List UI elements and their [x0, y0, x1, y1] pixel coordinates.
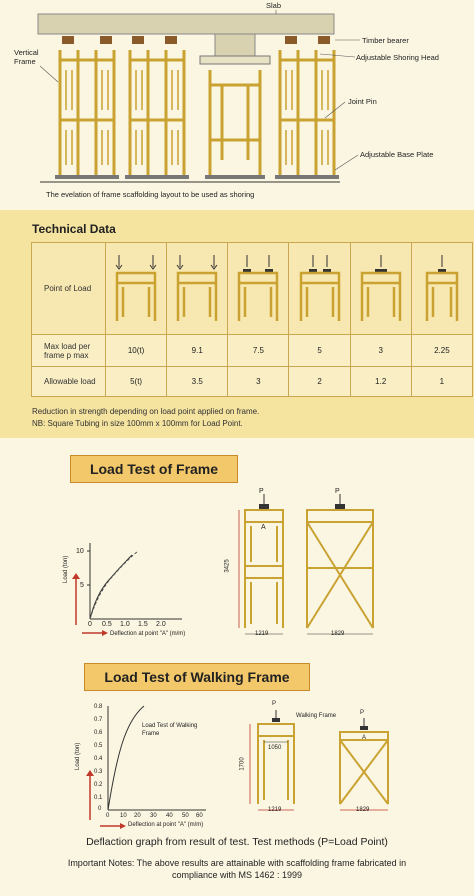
walking-frame-drawings	[239, 701, 400, 816]
max-load-header: Max load per frame p max	[32, 335, 106, 367]
reduction-note: Reduction in strength depending on load point applied on frame.	[32, 407, 260, 416]
x-tick: 30	[150, 813, 157, 819]
diagram-caption: The evelation of frame scaffolding layout to be used as shoring	[46, 190, 255, 199]
vertical-frame-label-1: Vertical	[14, 48, 39, 57]
y-axis-label: Load (ton)	[63, 555, 69, 583]
max-load-cell: 10(t)	[106, 335, 167, 367]
walking-frame-label: Walking Frame	[296, 713, 337, 719]
load-point-diagram-3	[228, 243, 289, 335]
p-label: P	[335, 488, 340, 495]
load-point-diagram-6	[411, 243, 472, 335]
x-tick: 0	[106, 813, 110, 819]
max-load-cell: 5	[289, 335, 350, 367]
vertical-frame-label-2: Frame	[14, 57, 36, 66]
width-dimension: 1829	[356, 807, 370, 813]
deflection-caption: Deflaction graph from result of test. Test methods (P=Load Point)	[86, 836, 388, 848]
x-tick: 60	[196, 813, 203, 819]
max-load-cell: 2.25	[411, 335, 472, 367]
x-tick: 40	[166, 813, 173, 819]
x-tick: 1.5	[138, 621, 148, 628]
walking-load-graph	[72, 700, 212, 830]
shoring-illustration	[0, 0, 474, 205]
technical-data-title: Technical Data	[32, 222, 116, 236]
point-of-load-row	[32, 243, 473, 335]
y-tick: 10	[76, 548, 84, 555]
curve-label: Load Test of Walking Frame	[142, 723, 198, 737]
y-tick: 0.8	[94, 704, 103, 710]
allowable-load-row	[32, 367, 473, 397]
x-tick: 50	[182, 813, 189, 819]
y-tick: 0.1	[94, 795, 103, 801]
max-load-row	[32, 335, 473, 367]
x-axis-label: Deflection at point "A" (m/m)	[128, 822, 204, 828]
y-tick: 0.5	[94, 743, 103, 749]
slab-label: Slab	[266, 1, 282, 10]
width-dimension: 1219	[255, 631, 269, 637]
adjustable-head-label: Adjustable Shoring Head	[356, 53, 439, 62]
max-load-cell: 7.5	[228, 335, 289, 367]
base-plate-label: Adjustable Base Plate	[360, 150, 434, 159]
x-tick: 2.0	[156, 621, 166, 628]
load-point-diagram-4	[289, 243, 350, 335]
frame-load-graph	[62, 535, 212, 645]
width-dimension: 1219	[268, 807, 282, 813]
allowable-load-cell: 2	[289, 367, 350, 397]
important-notes-line-1: Important Notes: The above results are attainable with scaffolding frame fabricated in	[67, 858, 407, 868]
x-axis-label: Deflection at point "A" (m/m)	[110, 631, 186, 637]
x-tick: 0	[88, 621, 92, 628]
p-label: P	[272, 701, 277, 707]
timber-bearer-label: Timber bearer	[362, 36, 409, 45]
y-tick: 0	[98, 806, 102, 812]
y-tick: 0.2	[94, 782, 103, 788]
point-of-load-header: Point of Load	[32, 243, 106, 335]
x-tick: 20	[134, 813, 141, 819]
height-dimension: 3425	[224, 559, 231, 573]
max-load-cell: 9.1	[167, 335, 228, 367]
p-label: P	[360, 710, 365, 716]
x-tick: 10	[120, 813, 127, 819]
allowable-load-cell: 1	[411, 367, 472, 397]
p-label: P	[259, 488, 264, 495]
load-test-frame-title: Load Test of Frame	[70, 455, 238, 483]
x-tick: 0.5	[102, 621, 112, 628]
y-tick: 5	[80, 582, 84, 589]
inner-dimension: 1050	[268, 745, 282, 751]
width-dimension: 1829	[331, 631, 345, 637]
joint-pin-label: Joint Pin	[348, 97, 377, 106]
y-tick: 0.4	[94, 756, 103, 762]
allowable-load-cell: 3	[228, 367, 289, 397]
y-axis-label: Load (ton)	[75, 742, 81, 770]
allowable-load-header: Allowable load	[32, 367, 106, 397]
technical-data-table	[31, 242, 473, 397]
load-point-diagram-5	[350, 243, 411, 335]
y-tick: 0.3	[94, 769, 103, 775]
tubing-note: NB: Square Tubing in size 100mm x 100mm for Load Point.	[32, 419, 243, 428]
frame-test-drawings	[224, 488, 395, 638]
a-label: A	[261, 524, 266, 531]
technical-data-panel	[0, 210, 474, 438]
important-notes-line-2: compliance with MS 1462 : 1999	[171, 870, 303, 880]
allowable-load-cell: 1.2	[350, 367, 411, 397]
load-test-walking-title: Load Test of Walking Frame	[84, 663, 310, 691]
load-point-diagram-1	[106, 243, 167, 335]
allowable-load-cell: 3.5	[167, 367, 228, 397]
shoring-diagram	[0, 0, 474, 205]
load-point-diagram-2	[167, 243, 228, 335]
max-load-cell: 3	[350, 335, 411, 367]
x-tick: 1.0	[120, 621, 130, 628]
y-tick: 0.6	[94, 730, 103, 736]
a-label: A	[362, 735, 367, 741]
height-dimension: 1700	[239, 757, 246, 771]
allowable-load-cell: 5(t)	[106, 367, 167, 397]
important-notes	[0, 857, 474, 881]
y-tick: 0.7	[94, 717, 103, 723]
